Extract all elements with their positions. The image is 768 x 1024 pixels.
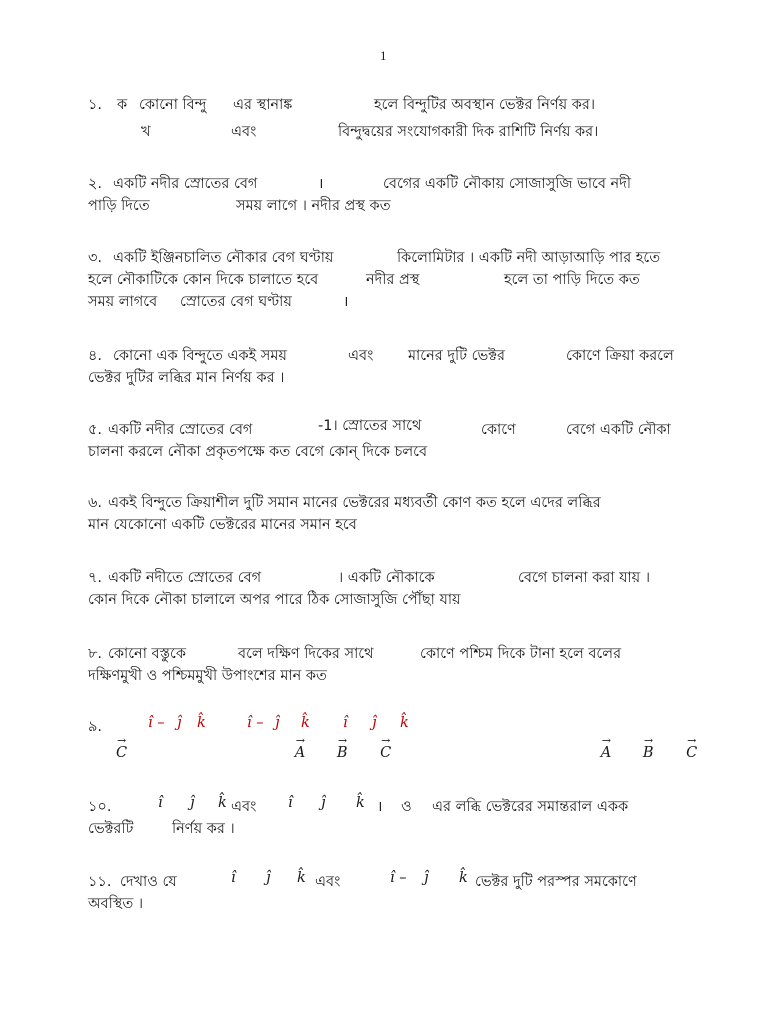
unit-vector-k: k̂: [459, 870, 468, 886]
question-text: অবস্থিত ।: [88, 896, 144, 912]
question-text: এবং: [315, 874, 341, 890]
unit-vector-j: ĵ: [266, 870, 271, 886]
question-number: ৬.: [88, 495, 103, 511]
question-text: কিলোমিটার । একটি নদী আড়াআড়ি পার হতে: [397, 250, 661, 266]
question-text: কোন দিকে নৌকা চালালে অপর পারে ঠিক সোজাসুজি পৌঁছা যায়: [88, 592, 461, 608]
unit-vector-k: k̂: [356, 795, 365, 811]
question-text: ।: [377, 799, 383, 815]
question-number: ৩.: [88, 250, 103, 266]
question-text: ও: [401, 799, 412, 815]
vector-a: → A: [601, 745, 611, 761]
unit-vector-i: î –: [390, 870, 407, 886]
unit-vector-i: î: [158, 795, 163, 811]
question-text: কোনো এক বিন্দুতে একই সময়: [113, 348, 287, 364]
question-text: হলে তা পাড়ি দিতে কত: [504, 272, 640, 288]
question-text: বেগে একটি নৌকা: [566, 422, 671, 438]
vector-a: → A: [295, 745, 305, 761]
question-number: ৭.: [88, 570, 103, 586]
question-text: হলে নৌকাটিকে কোন দিকে চালাতে হবে: [88, 272, 319, 288]
question-text: মানের দুটি ভেক্টর: [408, 348, 506, 364]
vector-c: → C: [380, 745, 391, 761]
unit-vector-j: ĵ: [372, 715, 377, 731]
question-text: নদীর প্রস্থ: [366, 272, 420, 288]
question-text: এর লব্ধি ভেক্টরের সমান্তরাল একক: [432, 799, 629, 815]
question-text: একই বিন্দুতে ক্রিয়াশীল দুটি সমান মানের ভেক্টরের মধ্যবর্তী কোণ কত হলে এদের লব্ধির: [108, 495, 601, 511]
vector-b: → B: [337, 745, 348, 761]
question-text: ।: [343, 294, 349, 310]
question-text: এবং: [348, 348, 374, 364]
question-text: ভেক্টর দুটির লব্ধির মান নির্ণয় কর ।: [88, 370, 285, 386]
question-text: পাড়ি দিতে: [88, 198, 150, 214]
unit-vector-k: k̂: [197, 715, 206, 731]
question-text: সময় লাগবে: [88, 294, 158, 310]
question-text: এবং: [231, 124, 257, 140]
question-text: ।: [318, 176, 324, 192]
question-text: একটি নদীর স্রোতের বেগ: [113, 176, 258, 192]
question-text: একটি নদীর স্রোতের বেগ: [108, 422, 253, 438]
question-text: দেখাও যে: [120, 874, 177, 890]
question-number: ৯.: [88, 719, 103, 735]
question-text: -1। স্রোতের সাথে: [318, 418, 422, 434]
vector-c: → C: [686, 745, 697, 761]
unit-vector-j: ĵ: [275, 715, 280, 731]
unit-vector-i: î: [343, 715, 348, 731]
question-text: এবং: [231, 799, 257, 815]
question-text: বিন্দুদ্বয়ের সংযোগকারী দিক রাশিটি নির্ণয় কর।: [338, 124, 599, 140]
unit-vector-j: ĵ: [177, 715, 182, 731]
question-text: কোণে পশ্চিম দিকে টানা হলে বলের: [420, 646, 622, 662]
question-number: ১১.: [88, 874, 112, 890]
question-text: । একটি নৌকাকে: [338, 570, 435, 586]
question-text: ভেক্টরটি: [88, 821, 134, 837]
question-number: ১০.: [88, 799, 112, 815]
unit-vector-k: k̂: [218, 795, 227, 811]
question-text: কোনো বিন্দু: [139, 97, 207, 113]
unit-vector-i: î –: [148, 715, 165, 731]
page-number: 1: [380, 48, 387, 63]
question-text: ভেক্টর দুটি পরস্পর সমকোণে: [475, 874, 637, 890]
question-number: ২.: [88, 176, 103, 192]
question-text: নির্ণয় কর ।: [172, 821, 235, 837]
question-number: ৫.: [88, 422, 103, 438]
question-text: একটি ইঞ্জিনচালিত নৌকার বেগ ঘণ্টায়: [113, 250, 334, 266]
question-text: কোণে: [481, 422, 516, 438]
vector-c: → C: [116, 745, 127, 761]
unit-vector-j: ĵ: [190, 795, 195, 811]
unit-vector-i: î –: [247, 715, 264, 731]
question-text: স্রোতের বেগ ঘণ্টায়: [180, 294, 292, 310]
question-text: হলে বিন্দুটির অবস্থান ভেক্টর নির্ণয় কর।: [374, 97, 596, 113]
vector-b: → B: [643, 745, 654, 761]
question-text: দক্ষিণমুখী ও পশ্চিমমুখী উপাংশের মান কত: [88, 668, 327, 684]
question-text: বেগে চালনা করা যায় ।: [518, 570, 651, 586]
unit-vector-k: k̂: [301, 715, 310, 731]
unit-vector-i: î: [288, 795, 293, 811]
unit-vector-j: ĵ: [321, 795, 326, 811]
question-text: এর স্থানাঙ্ক: [233, 97, 293, 113]
question-text: চালনা করলে নৌকা প্রকৃতপক্ষে কত বেগে কোন্‌ দিকে চলবে: [88, 444, 428, 460]
question-text: একটি নদীতে স্রোতের বেগ: [108, 570, 262, 586]
question-number: ৮.: [88, 646, 103, 662]
question-text: বলে দক্ষিণ দিকের সাথে: [238, 646, 374, 662]
part-label: খ: [141, 124, 151, 140]
part-label: ক: [117, 97, 128, 113]
question-text: বেগের একটি নৌকায় সোজাসুজি ভাবে নদী: [383, 176, 631, 192]
question-number: ৪.: [88, 348, 103, 364]
question-number: ১.: [88, 97, 103, 113]
question-text: মান যেকোনো একটি ভেক্টরের মানের সমান হবে: [88, 517, 357, 533]
question-text: কোণে ক্রিয়া করলে: [566, 348, 674, 364]
unit-vector-k: k̂: [297, 870, 306, 886]
unit-vector-k: k̂: [400, 715, 409, 731]
unit-vector-i: î: [231, 870, 236, 886]
unit-vector-j: ĵ: [424, 870, 429, 886]
question-text: কোনো বস্তুকে: [108, 646, 186, 662]
question-text: সময় লাগে । নদীর প্রস্থ কত: [236, 198, 391, 214]
